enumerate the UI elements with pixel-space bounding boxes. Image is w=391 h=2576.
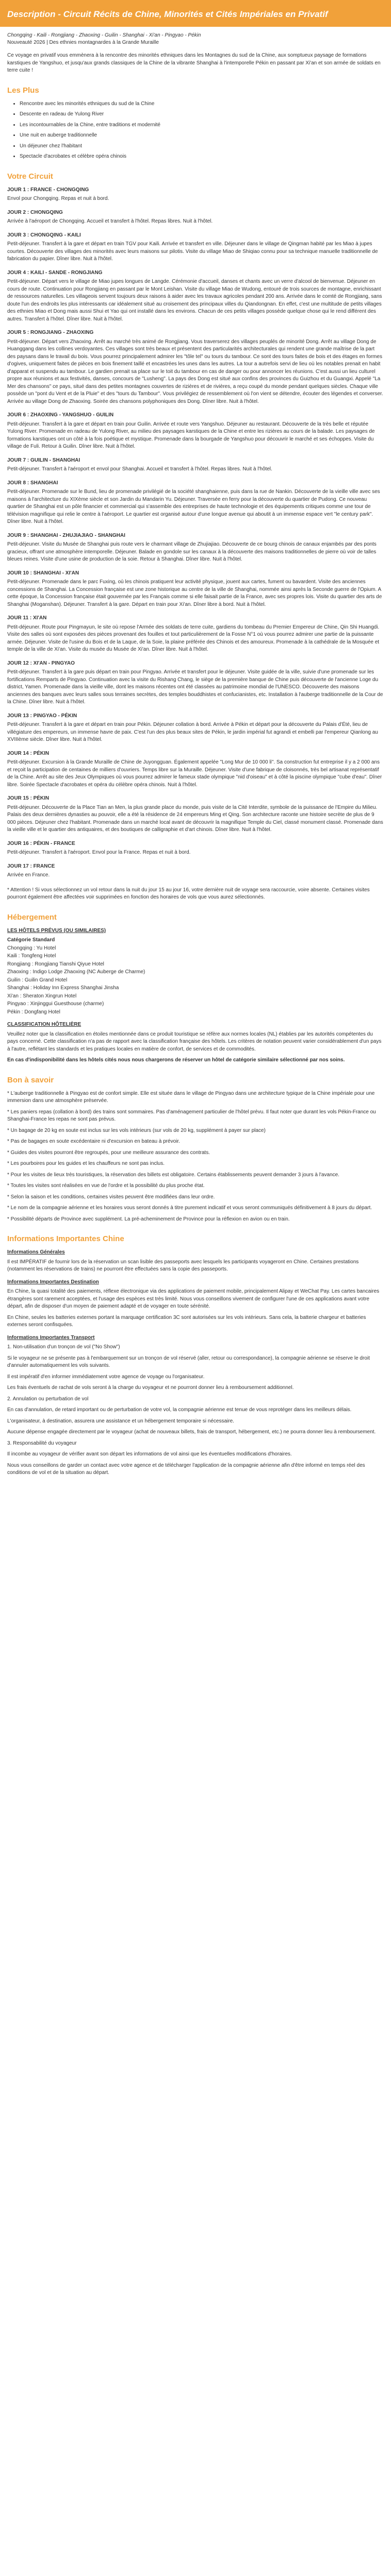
day-title: JOUR 16 : PÉKIN - FRANCE (7, 840, 75, 846)
hotel-item: Shanghai : Holiday Inn Express Shanghai Jinsha (7, 985, 119, 991)
day-title: JOUR 17 : FRANCE (7, 863, 55, 869)
day-block (7, 187, 384, 203)
section-title-infos: Informations Importantes Chine (7, 1234, 124, 1244)
transport-item: Il est impératif d'en informer immédiatement votre agence de voyage ou l'organisateur. (7, 1374, 205, 1380)
day-title: JOUR 4 : KAILI - SANDE - RONGJIANG (7, 269, 103, 276)
day-title: JOUR 9 : SHANGHAI - ZHUJIAJIAO - SHANGHAI (7, 532, 125, 538)
day-title: JOUR 6 : ZHAOXING - YANGSHUO - GUILIN (7, 412, 114, 418)
day-text: Petit-déjeuner. Route pour Pingmayun, le site où repose l'Armée des soldats de terre cuite, gardiens du tombeau du Premier Empereur de Chine, Qin Shi Huangdi. Visite des salles où sont exposées des pièces provenant des fouilles et tout particulièrement de la Fosse N°1 où vous pourrez admirer une partie de la puissante armée. Déjeuner. Visite de l'usine du Bois et de la Laque, de la Soie, la plaine préférée des Chinois et des amoureux. Promenade à la cathédrale de la Mosquée et temple de la ville de Xi'an. Visite du musée du Musée de Xi'an. Dîner libre. Nuit à l'hôtel. (7, 624, 380, 653)
hotel-list (0, 937, 391, 1016)
plus-item: • Rencontre avec les minorités ethniques du sud de la Chine (20, 100, 384, 108)
day-title: JOUR 2 : CHONGQING (7, 209, 63, 215)
day-title: JOUR 10 : SHANGHAI - XI'AN (7, 570, 79, 576)
hotel-item: Rongjiang : Rongjiang Tianshi Qiyue Hotel (7, 961, 104, 967)
day-title: JOUR 8 : SHANGHAI (7, 480, 58, 486)
transport-item: 2. Annulation ou perturbation de vol (7, 1396, 89, 1402)
hotel-item: Kaili : Tongfeng Hotel (7, 953, 56, 959)
day-title: JOUR 3 : CHONGQING - KAILI (7, 232, 81, 238)
day-text: Petit-déjeuner. Transfert à la gare et départ en train pour Pékin. Déjeuner collation à bord. Arrivée à Pékin et départ pour la découverte du Palais d'Été, lieu de villégiature des empereurs, un immense havre de paix. C'est l'un des plus beaux sites de Pékin, le jardin impérial fut agrandi et embelli par l'empereur Qianlong au XVIIIème siècle. Dîner libre. Nuit à l'hôtel. (7, 722, 378, 743)
bon-a-savoir-item: * Les paniers repas (collation à bord) des trains sont sommaires. Pas d'aménagement particulier de l'hôtel prévu. Il faut noter que durant les vols Pékin-France ou Shanghai-France les repas ne sont pas prévus. (7, 1109, 376, 1123)
transport-item: 3. Responsabilité du voyageur (7, 1440, 77, 1446)
bon-a-savoir-item: * Selon la saison et les conditions, certaines visites peuvent être modifiées dans leur ordre. (7, 1194, 215, 1200)
day-title: JOUR 7 : GUILIN - SHANGHAI (7, 457, 80, 463)
bon-a-savoir-item: * Un bagage de 20 kg en soute est inclus sur les vols intérieurs (sur vols de 20 kg, supplément à payer sur place) (7, 1127, 266, 1133)
plus-item: • Un déjeuner chez l'habitant (20, 143, 384, 150)
bon-a-savoir-list (0, 1090, 391, 1224)
day-block (7, 329, 384, 405)
transport-item: Nous vous conseillons de garder un contact avec votre agence et de télécharger l'application de la compagnie aérienne afin d'être informé en temps réel des conditions de vol et de la situation au départ. (7, 1462, 365, 1476)
day-text: Petit-déjeuner. Transfert à l'aéroport. Envol pour la France. Repas et nuit à bord. (7, 850, 191, 856)
meta-text: Nouveauté 2026 | Des ethnies montagnardes à la Grande Muraille (7, 39, 159, 45)
bon-a-savoir-item: * Le nom de la compagnie aérienne et les horaires vous seront donnés à titre purement indicatif et vous seront communiqués définitivement à 8 jours du départ. (7, 1205, 372, 1211)
day-text: Petit-déjeuner. Départ vers Zhaoxing. Arrêt au marché très animé de Rongjiang. Vous traverserez des villages peuplés de minorité Dong. Arrêt au village Dong de Huanggang dans les collines verdoyantes. Ces villages sont très beaux et présentent des particularités architecturales qui rendent une grande maîtrise de la part des paysans dans le travail du bois. Vous pourrez principalement admirer les "tôle tel" ou tours du tambour. Ce sont des tours faites de bois et des étages en formes d'ogives, uniquement faites de pièces en bois finement taillé et encastrées les unes dans les autres. La tour a autrefois servi de lieu où les notables prenait en habit d'apparat et suspendu au tambour. Le gardien prenait sa place sur le toit du tambour en cas de danger ou pour annoncer les réunions. C'est aussi un lieu culturel propre aux réunions et aux festivités, danses, concours de "Lusheng". La pays des Dong est situé aux confins des provinces du Guizhou et du Guangxi. Appelé "La Mer des chansons" ce pays, situé dans des petites montagnes couvertes de rizières et de rivières, a reçu coupé du monde pendant quelques siècles. Chaque ville possède un "pont du Vent et de la Pluie" et des "tours du Tambour". Vous privilégiez de ressemblement où l'on vient se détendre, écouter des légendes et converser. Arrivée au village Dong de Zhaoxing. Soirée des chansons polyphoniques des Dong. Dîner libre. Nuit à l'hôtel. (7, 338, 383, 404)
infos-text: Il est IMPÉRATIF de fournir lors de la réservation un scan lisible des passeports avec lesquels les participants voyageront en Chine. Certaines prestations (notamment les réservations de trains) ne pourront être effectuées sans la copie des passeports. (7, 1259, 359, 1273)
transport-item: L'organisateur, à destination, assurera une assistance et un hébergement temporaire si nécessaire. (7, 1418, 234, 1424)
day-text: Petit-déjeuner. Visite du Musée de Shanghai puis route vers le charmant village de Zhujiajiao. Découverte de ce bourg chinois de canaux enjambés par des ponts gracieux, offrant une atmosphère intemporelle. Déjeuner. Balade en gondole sur les canaux à la découverte des maisons traditionnelles de pierre où voir de talles bleues reines. Visite d'une usine de production de la soie. Retour à Shanghai. Dîner libre. Nuit à l'hôtel. (7, 541, 377, 563)
intro-text: Ce voyage en privatif vous emmènera à la rencontre des minorités ethniques dans les Montagnes du sud de la Chine, aux somptueux paysage de formations karstiques de Yangshuo, et jusqu'aux grands classiques de la Chine de la vibrante Shanghai à l'intemporelle Pékin en passant par Xi'an et son armée de soldats en terre cuite ! (7, 53, 381, 74)
day-title: JOUR 12 : XI'AN - PINGYAO (7, 660, 75, 666)
day-block (7, 457, 384, 473)
day-title: JOUR 14 : PÉKIN (7, 750, 50, 756)
day-block (7, 713, 384, 744)
transport-item: Si le voyageur ne se présente pas à l'embarquement sur un tronçon de vol réservé (aller, retour ou correspondance), la compagnie aérienne se réserve le droit d'annuler automatiquement les vols suivants. (7, 1355, 370, 1369)
day-block (7, 412, 384, 451)
section-title-bon-a-savoir: Bon à savoir (7, 1075, 54, 1084)
classification-text: Veuillez noter que la classification en étoiles mentionnée dans ce produit touristique se réfère aux normes locales (NL) établies par les autorités compétentes du pays concerné. Cette classification n'a pas de rapport avec la classification française des hôtels. Les critères de notation peuvent varier considérablement d'un pays à l'autre, reflétant les standards et les pratiques locales en matière de confort, de services et de commodités. (7, 1031, 382, 1052)
infos-text: En Chine, seules les batteries externes portant la marquage certification 3C sont autorisées sur les vols intérieurs. Sans cela, la batterie chargeur et batteries externes seront confisquées. (7, 1314, 366, 1328)
transport-list (0, 1344, 391, 1477)
plus-item: • Descente en radeau de Yulong River (20, 111, 384, 118)
plus-item: • Spectacle d'acrobates et célèbre opéra chinois (20, 153, 384, 161)
hotel-item: Pingyao : Xinjinggui Guesthouse (charme) (7, 1001, 104, 1007)
hotel-item: Pékin : Dongfang Hotel (7, 1009, 60, 1015)
day-text: Petit-déjeuner. Transfert à la gare et départ en train pour Guilin. Arrivée et route vers Yangshuo. Déjeuner au restaurant. Découverte de la très belle et réputée Yulong River. Promenade en radeau de Yulong River, au milieu des paysages karstiques de la Chine et entre les rizières au cours de la balade. Les paysages de formations karstiques ont un côté à la fois poétique et mystique. Promenade dans la bourgade de Yangshuo pour découvrir le marché et ses échoppes. Visite du village de Fuli. Retour à Guilin. Dîner libre. Nuit à l'hôtel. (7, 421, 375, 450)
day-block (7, 209, 384, 226)
plus-item: • Les incontournables de la Chine, entre traditions et modernité (20, 122, 384, 129)
transport-item: Aucune dépense engagée directement par le voyageur (achat de nouveaux billets, frais de transport, hébergement, etc.) ne pourra donner lieu à remboursement. (7, 1429, 376, 1435)
bon-a-savoir-item: * Guides des visites pourront être regroupés, pour une meilleure assurance des contrats. (7, 1149, 210, 1156)
section-title-hebergement: Hébergement (7, 912, 57, 922)
infos-subtitle: Informations Importantes Destination (7, 1279, 99, 1285)
day-text: Petit-déjeuner. Excursion à la Grande Muraille de Chine de Juyongguan. Également appelée "Long Mur de 10 000 li". Sa construction fut entreprise il y a 2 000 ans et reçoit la participation de centaines de milliers d'ouvriers. Temps libre sur la Muraille. Déjeuner. Visite d'une fabrique de cloisonnés, très bel artisanat représentatif de la Chine. Arrêt au site des Jeux Olympiques où vous pourrez admirer le fameux stade olympique "nid d'oiseau" et à côté la piscine olympique "cube d'eau". Dîner libre. Soirée Spectacle d'acrobates et opéra du célèbre opéra chinois. Nuit à l'hôtel. (7, 759, 382, 788)
transport-item: Il incombe au voyageur de vérifier avant son départ les informations de vol ainsi que les éventuelles modifications d'horaires. (7, 1451, 292, 1458)
route-text: Chongqing - Kaili - Rongjiang - Zhaoxing - Guilin - Shanghai - Xi'an - Pingyao - Pékin (7, 32, 201, 39)
hotel-item: Zhaoxing : Indigo Lodge Zhaoxing (NC Auberge de Charme) (7, 969, 145, 975)
bon-a-savoir-item: * Les pourboires pour les guides et les chauffeurs ne sont pas inclus. (7, 1161, 165, 1167)
itinerary (0, 187, 391, 879)
infos-subtitle: Informations Importantes Transport (7, 1334, 95, 1341)
day-block (7, 863, 384, 879)
day-text: Petit-déjeuner. Départ vers le village de Miao jupes longues de Langde. Cérémonie d'accueil, danses et chants avec un verre d'alcool de bienvenue. Déjeuner en cours de route. Continuation pour Rongjiang en passant par le Mont Leishan. Visite du village Miao de Wudong, entouré de trois sources de montagne, enrichissant de ressources naturelles. Les villageois servent toujours deux raisons à aider avec les travaux agricoles pendant 200 ans. Arrivée dans le comté de Rongjiang, sans doute l'un des endroits les plus intéressants car idéalement situé au croisement des principaux villes du Qiandongnan. En effet, c'est une multitude de petits villages des ethnies Miao et Dong mais aussi Shui et Yao qui ont installé dans les environs. Chacun de ces petits villages possède quelque chose qui le rend différent des autres. Transfert à l'hôtel. Dîner libre. Nuit à l'hôtel. (7, 279, 382, 322)
plus-item: • Une nuit en auberge traditionnelle (20, 132, 384, 140)
hotel-subtitle: LES HÔTELS PRÉVUS (OU SIMILAIRES) (7, 927, 106, 934)
classification-highlight: En cas d'indisponibilité dans les hôtels cités nous nous chargerons de réserver un hôtel de catégorie similaire sélectionné par nos soins. (7, 1057, 345, 1063)
hotel-item: Xi'an : Sheraton Xingrun Hotel (7, 993, 77, 999)
day-text: Envol pour Chongqing. Repas et nuit à bord. (7, 196, 109, 202)
section-title-circuit: Votre Circuit (7, 172, 53, 181)
day-block (7, 615, 384, 654)
transport-item: Les frais éventuels de rachat de vols seront à la charge du voyageur et ne pourront donner lieu à remboursement additionnel. (7, 1385, 294, 1391)
day-title: JOUR 5 : RONGJIANG - ZHAOXING (7, 330, 94, 336)
day-text: Petit-déjeuner. Transfert à la gare et départ en train TGV pour Kaili. Arrivée et transfert en ville. Déjeuner dans le village de Qingman habité par les Miao à jupes courtes. Découverte des villages des minorités avec leurs maisons sur pilotis. Visite du village Miao de Shiqiao connu pour sa technique manuelle traditionnelle de fabrication du papier. Dîner libre. Nuit à l'hôtel. (7, 241, 378, 262)
day-text: Arrivée en France. (7, 872, 50, 878)
infos-subtitle: Informations Générales (7, 1249, 65, 1256)
transport-item: 1. Non-utilisation d'un tronçon de vol ("No Show") (7, 1344, 120, 1350)
bon-a-savoir-item: * Pour les visites de lieux très touristiques, la réservation des billets est obligatoire. Certains établissements peuvent demander 3 jours à l'avance. (7, 1172, 339, 1178)
classification-title: CLASSIFICATION HÔTELIÈRE (7, 1022, 82, 1028)
infos-text: En Chine, la quasi totalité des paiements, réflexe électronique via des applications de paiement mobile, principalement Alipay et WeChat Pay. Les cartes bancaires étrangères sont rarement acceptées, et l'usage des espèces est très limité. Nous vous conseillons vivement de configurer l'une de ces applications avant votre départ, afin de disposer d'un moyen de paiement adapté et de voyager en toute sérénité. (7, 1289, 380, 1310)
day-text: Petit-déjeuner. Transfert à l'aéroport et envol pour Shanghai. Accueil et transfert à l'hôtel. Repas libres. Nuit à l'hôtel. (7, 466, 272, 472)
day-title: JOUR 11 : XI'AN (7, 615, 47, 621)
hotel-item: Chongqing : Yu Hotel (7, 945, 56, 951)
day-text: Petit-déjeuner. Découverte de la Place Tian an Men, la plus grande place du monde, puis visite de la Cité Interdite, symbole de la puissance de l'Empire du Milieu. Palais des deux dernières dynasties au pouvoir, elle a été la résidence de 24 empereurs Ming et Qing. Son architecture raconte une histoire secrète de plus de 9 000 pièces. Déjeuner chez l'habitant. Promenade dans un marché local avant de découvrir la magnifique Temple du Ciel, classé monument classé. Promenade dans la vieille ville et le quartier des antiquaires, et des boutiques de calligraphie et d'art chinois. Dîner libre. Nuit à l'hôtel. (7, 804, 383, 833)
bon-a-savoir-item: * Toutes les visites sont réalisées en vue de l'ordre et la possibilité du plus proche état. (7, 1183, 205, 1189)
bon-a-savoir-item: * Possibilité départs de Province avec supplément. La pré-acheminement de Province pour la réflexion en avion ou en train. (7, 1216, 290, 1222)
summary (0, 27, 391, 46)
plus-list (7, 100, 384, 161)
bon-a-savoir-item: * Pas de bagages en soute excédentaire ni d'excursion en bateau à prévoir. (7, 1139, 180, 1145)
day-text: Petit-déjeuner. Promenade dans le parc Fuxing, où les chinois pratiquent leur activité physique, jouent aux cartes, fument ou bavardent. Visite des anciennes concessions de Shanghai. La Concession française est une zone historique au centre de la ville de Shanghai, nommée ainsi après la Seconde guerre de l'Opium. A cette époque, la Concession française était gouvernée par les Français comme si elle faisait partie de la France, avec ses propres lois. Visite du quartier des arts de Shanghai (Moganshan). Déjeuner. Transfert à la gare. Départ en train pour Xi'an. Dîner libre à bord. Nuit à l'hôtel. (7, 579, 382, 607)
day-block (7, 570, 384, 609)
day-text: Petit-déjeuner. Transfert à la gare puis départ en train pour Pingyao. Arrivée et transfert pour le déjeuner. Visite guidée de la ville, suivie d'une promenade sur les fortifications Remparts de Pingyao. Continuation avec la visite du Rishang Chang, le siège de la première banque de Chine puis découverte de l'ancienne Loge du district, Yamen. Promenade dans la vieille ville, dont les maisons récentes ont été classées au patrimoine mondial de l'UNESCO. Découverte des maisons anciennes des banques avec leurs salles sous terraines secrètes, des temples bouddhistes et confucianistes, etc. Installation à l'auberge traditionnelle de la Cour de la Chine. Dîner libre. Nuit à l'hôtel. (7, 669, 383, 705)
title-banner (0, 0, 391, 27)
section-title-plus: Les Plus (7, 86, 39, 95)
day-title: JOUR 15 : PÉKIN (7, 795, 50, 802)
day-block (7, 660, 384, 706)
day-block (7, 795, 384, 834)
transport-item: En cas d'annulation, de retard important ou de perturbation de votre vol, la compagnie aérienne est tenue de vous reprotéger dans les meilleurs délais. (7, 1407, 352, 1413)
hotel-item: Guilin : Guilin Grand Hotel (7, 977, 68, 983)
circuit-note: * Attention ! Si vous sélectionnez un vol retour dans la nuit du jour 15 au jour 16, votre dernière nuit de voyage sera raccourcie, voire absente. Certaines visites pourront également être affectées voir supprimées en fonction des horaires de vols que vous aurez sélectionnés. (7, 887, 370, 901)
bon-a-savoir-item: * L'auberge traditionnelle à Pingyao est de confort simple. Elle est située dans le village de Pingyao dans une architecture typique de la Chine impériale pour une immersion dans une atmosphère préservée. (7, 1090, 375, 1104)
hotel-category: Catégorie Standard (7, 937, 55, 943)
day-text: Petit-déjeuner. Promenade sur le Bund, lieu de promenade privilégié de la société shanghaienne, puis dans la rue de Nankin. Découverte de la vieille ville avec ses maisons à l'architecture du XIXème siècle et son Jardin du Mandarin Yu. Déjeuner. Traversée en ferry pour la découverte du quartier de Pudong. Ce nouveau quartier de Shanghai est un pôle financier et commercial qui s'assemble des entreprises de haute technologie et des équipements critiques comme une tour de télévision magnifique qui relie le centre à l'aéroport. Le quartier est organisé autour d'une longue avenue qui aboutit à un immense espace vert "le century park". Dîner libre. Nuit à l'hôtel. (7, 489, 380, 525)
day-title: JOUR 1 : FRANCE - CHONGQING (7, 187, 89, 193)
day-block (7, 532, 384, 564)
page-title: Description - Circuit Récits de Chine, Minorités et Cités Impériales en Privatif (7, 9, 328, 19)
day-title: JOUR 13 : PINGYAO - PÉKIN (7, 713, 77, 719)
day-text: Arrivée à l'aéroport de Chongqing. Accueil et transfert à l'hôtel. Repas libres. Nuit à l'hôtel. (7, 218, 213, 225)
day-block (7, 750, 384, 789)
day-block (7, 840, 384, 857)
day-block (7, 480, 384, 526)
day-block (7, 232, 384, 263)
day-block (7, 269, 384, 324)
